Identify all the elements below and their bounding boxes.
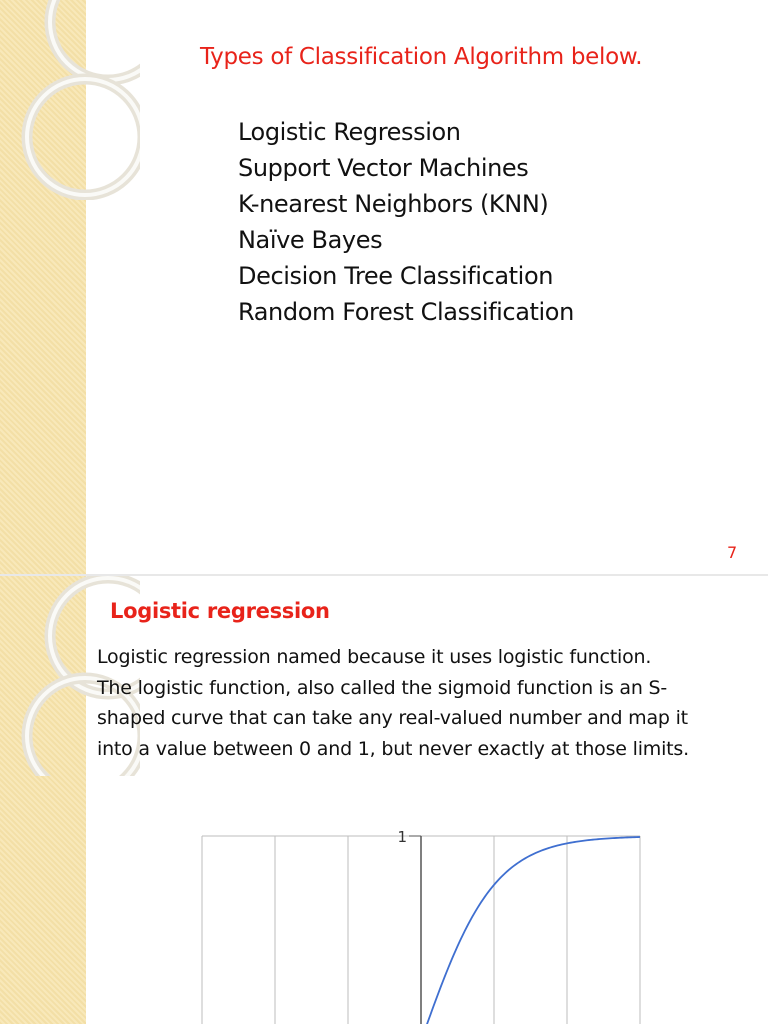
- list-item: Decision Tree Classification: [238, 262, 554, 290]
- body-line: into a value between 0 and 1, but never exactly at those limits.: [97, 737, 689, 760]
- algorithm-list: [238, 114, 574, 330]
- body-line: Logistic regression named because it uses logistic function.: [97, 646, 652, 668]
- slide-2: [0, 576, 768, 1024]
- body-line: shaped curve that can take any real-valued number and map it: [97, 707, 688, 729]
- list-item: Naïve Bayes: [238, 226, 383, 254]
- body-text: [97, 642, 757, 764]
- slide-title: Logistic regression: [110, 599, 330, 623]
- list-item: K-nearest Neighbors (KNN): [238, 190, 549, 218]
- list-item: Random Forest Classification: [238, 298, 574, 326]
- body-line: The logistic function, also called the sigmoid function is an S-: [97, 676, 668, 699]
- decorative-side-band: [0, 0, 86, 575]
- sigmoid-chart: [190, 816, 660, 1024]
- y-tick-label: 1: [397, 828, 407, 846]
- page-number: 7: [727, 543, 738, 562]
- decorative-side-band: [0, 576, 86, 1024]
- slide-title: Types of Classification Algorithm below.: [200, 44, 643, 70]
- list-item: Logistic Regression: [238, 118, 461, 146]
- list-item: Support Vector Machines: [238, 154, 529, 182]
